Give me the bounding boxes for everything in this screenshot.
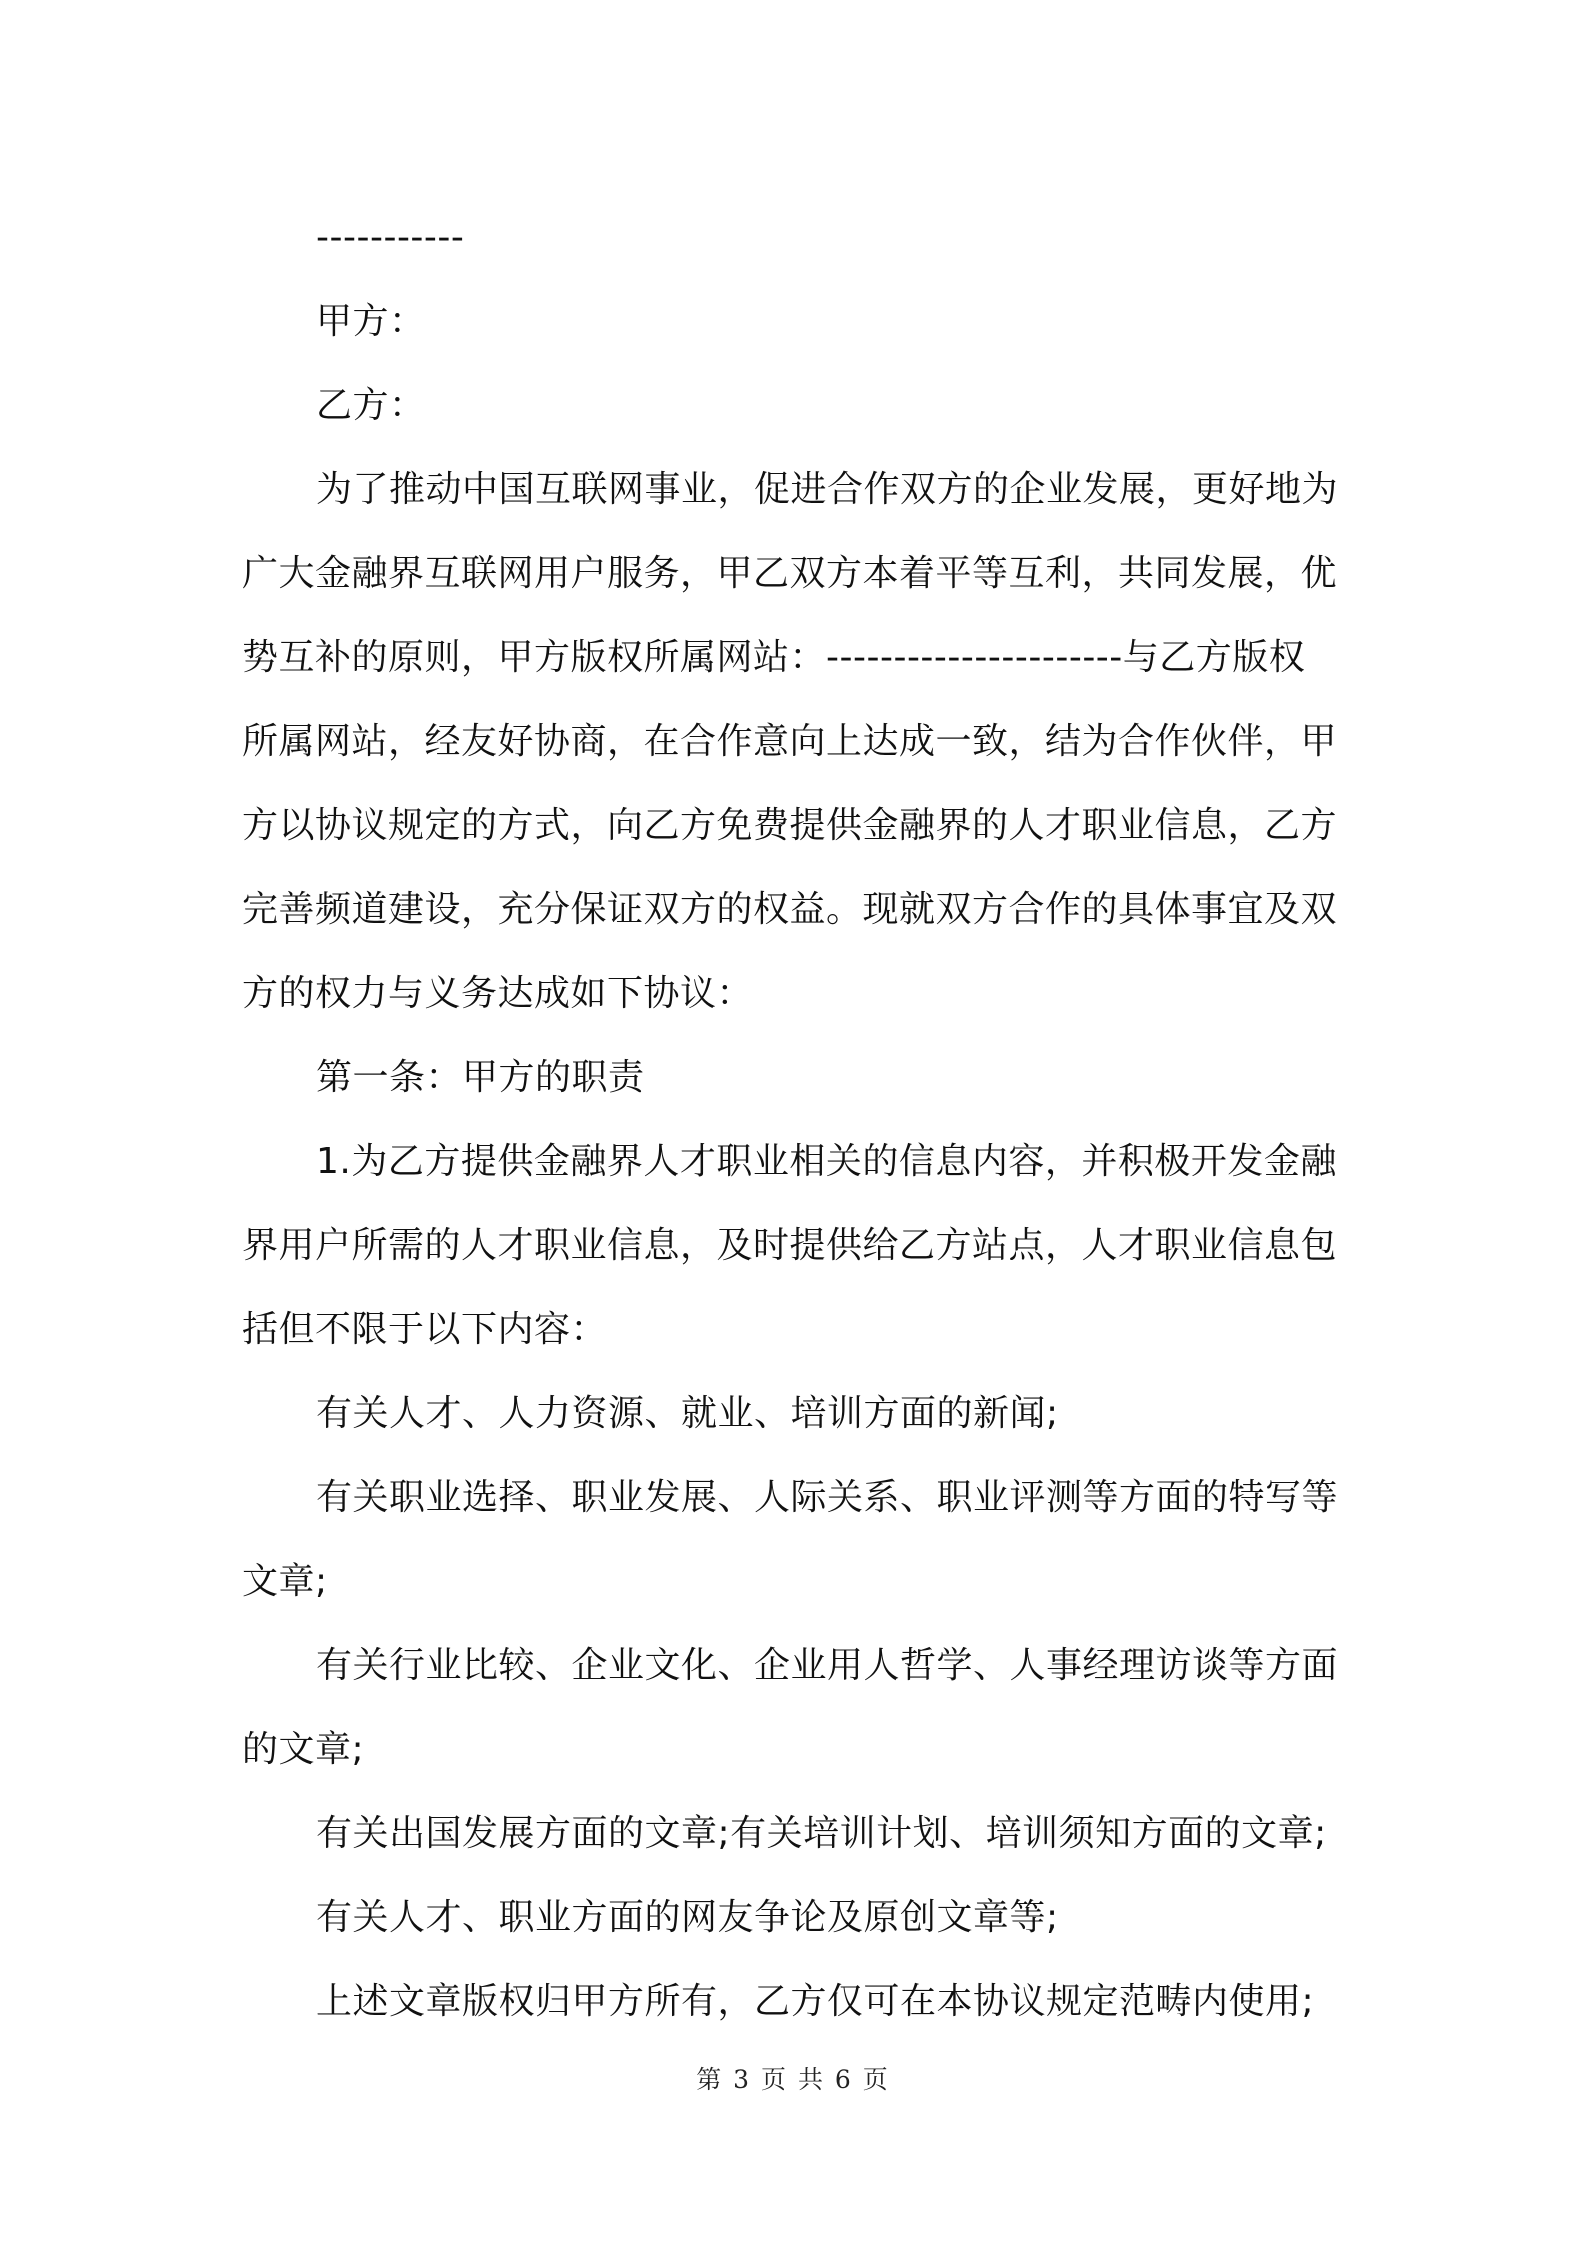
text-line: 括但不限于以下内容： <box>242 1309 608 1350</box>
list-item: 有关人才、职业方面的网友争论及原创文章等; <box>316 1897 1059 1938</box>
list-item: 有关行业比较、企业文化、企业用人哲学、人事经理访谈等方面 <box>316 1645 1339 1686</box>
text-line: 所属网站，经友好协商，在合作意向上达成一致，结为合作伙伴，甲 <box>242 721 1338 762</box>
section-heading: 第一条：甲方的职责 <box>316 1057 645 1098</box>
text-line: 乙方： <box>316 385 426 426</box>
text-line: 的文章; <box>242 1729 365 1770</box>
list-item: 上述文章版权归甲方所有，乙方仅可在本协议规定范畴内使用; <box>316 1981 1315 2022</box>
list-item: 有关职业选择、职业发展、人际关系、职业评测等方面的特写等 <box>316 1477 1339 1518</box>
page-number-footer: 第 3 页 共 6 页 <box>696 2065 890 2094</box>
text-line: 完善频道建设，充分保证双方的权益。现就双方合作的具体事宜及双 <box>242 889 1338 930</box>
text-line: 界用户所需的人才职业信息，及时提供给乙方站点，人才职业信息包 <box>242 1225 1338 1266</box>
document-body <box>242 196 1356 2044</box>
text-line: 方以协议规定的方式，向乙方免费提供金融界的人才职业信息，乙方 <box>242 805 1338 846</box>
text-line: 广大金融界互联网用户服务，甲乙双方本着平等互利，共同发展，优 <box>242 553 1338 594</box>
list-item: 有关人才、人力资源、就业、培训方面的新闻; <box>316 1393 1059 1434</box>
text-line: 文章; <box>242 1561 328 1602</box>
text-line: ----------- <box>316 217 465 258</box>
text-line: 1.为乙方提供金融界人才职业相关的信息内容，并积极开发金融 <box>316 1141 1337 1182</box>
list-item: 有关出国发展方面的文章;有关培训计划、培训须知方面的文章; <box>316 1813 1327 1854</box>
text-line: 为了推动中国互联网事业，促进合作双方的企业发展，更好地为 <box>316 469 1339 510</box>
text-line: 甲方： <box>316 301 426 342</box>
text-line: 方的权力与义务达成如下协议： <box>242 973 754 1014</box>
text-line: 势互补的原则，甲方版权所属网站：----------------------与乙方版权 <box>242 637 1306 678</box>
